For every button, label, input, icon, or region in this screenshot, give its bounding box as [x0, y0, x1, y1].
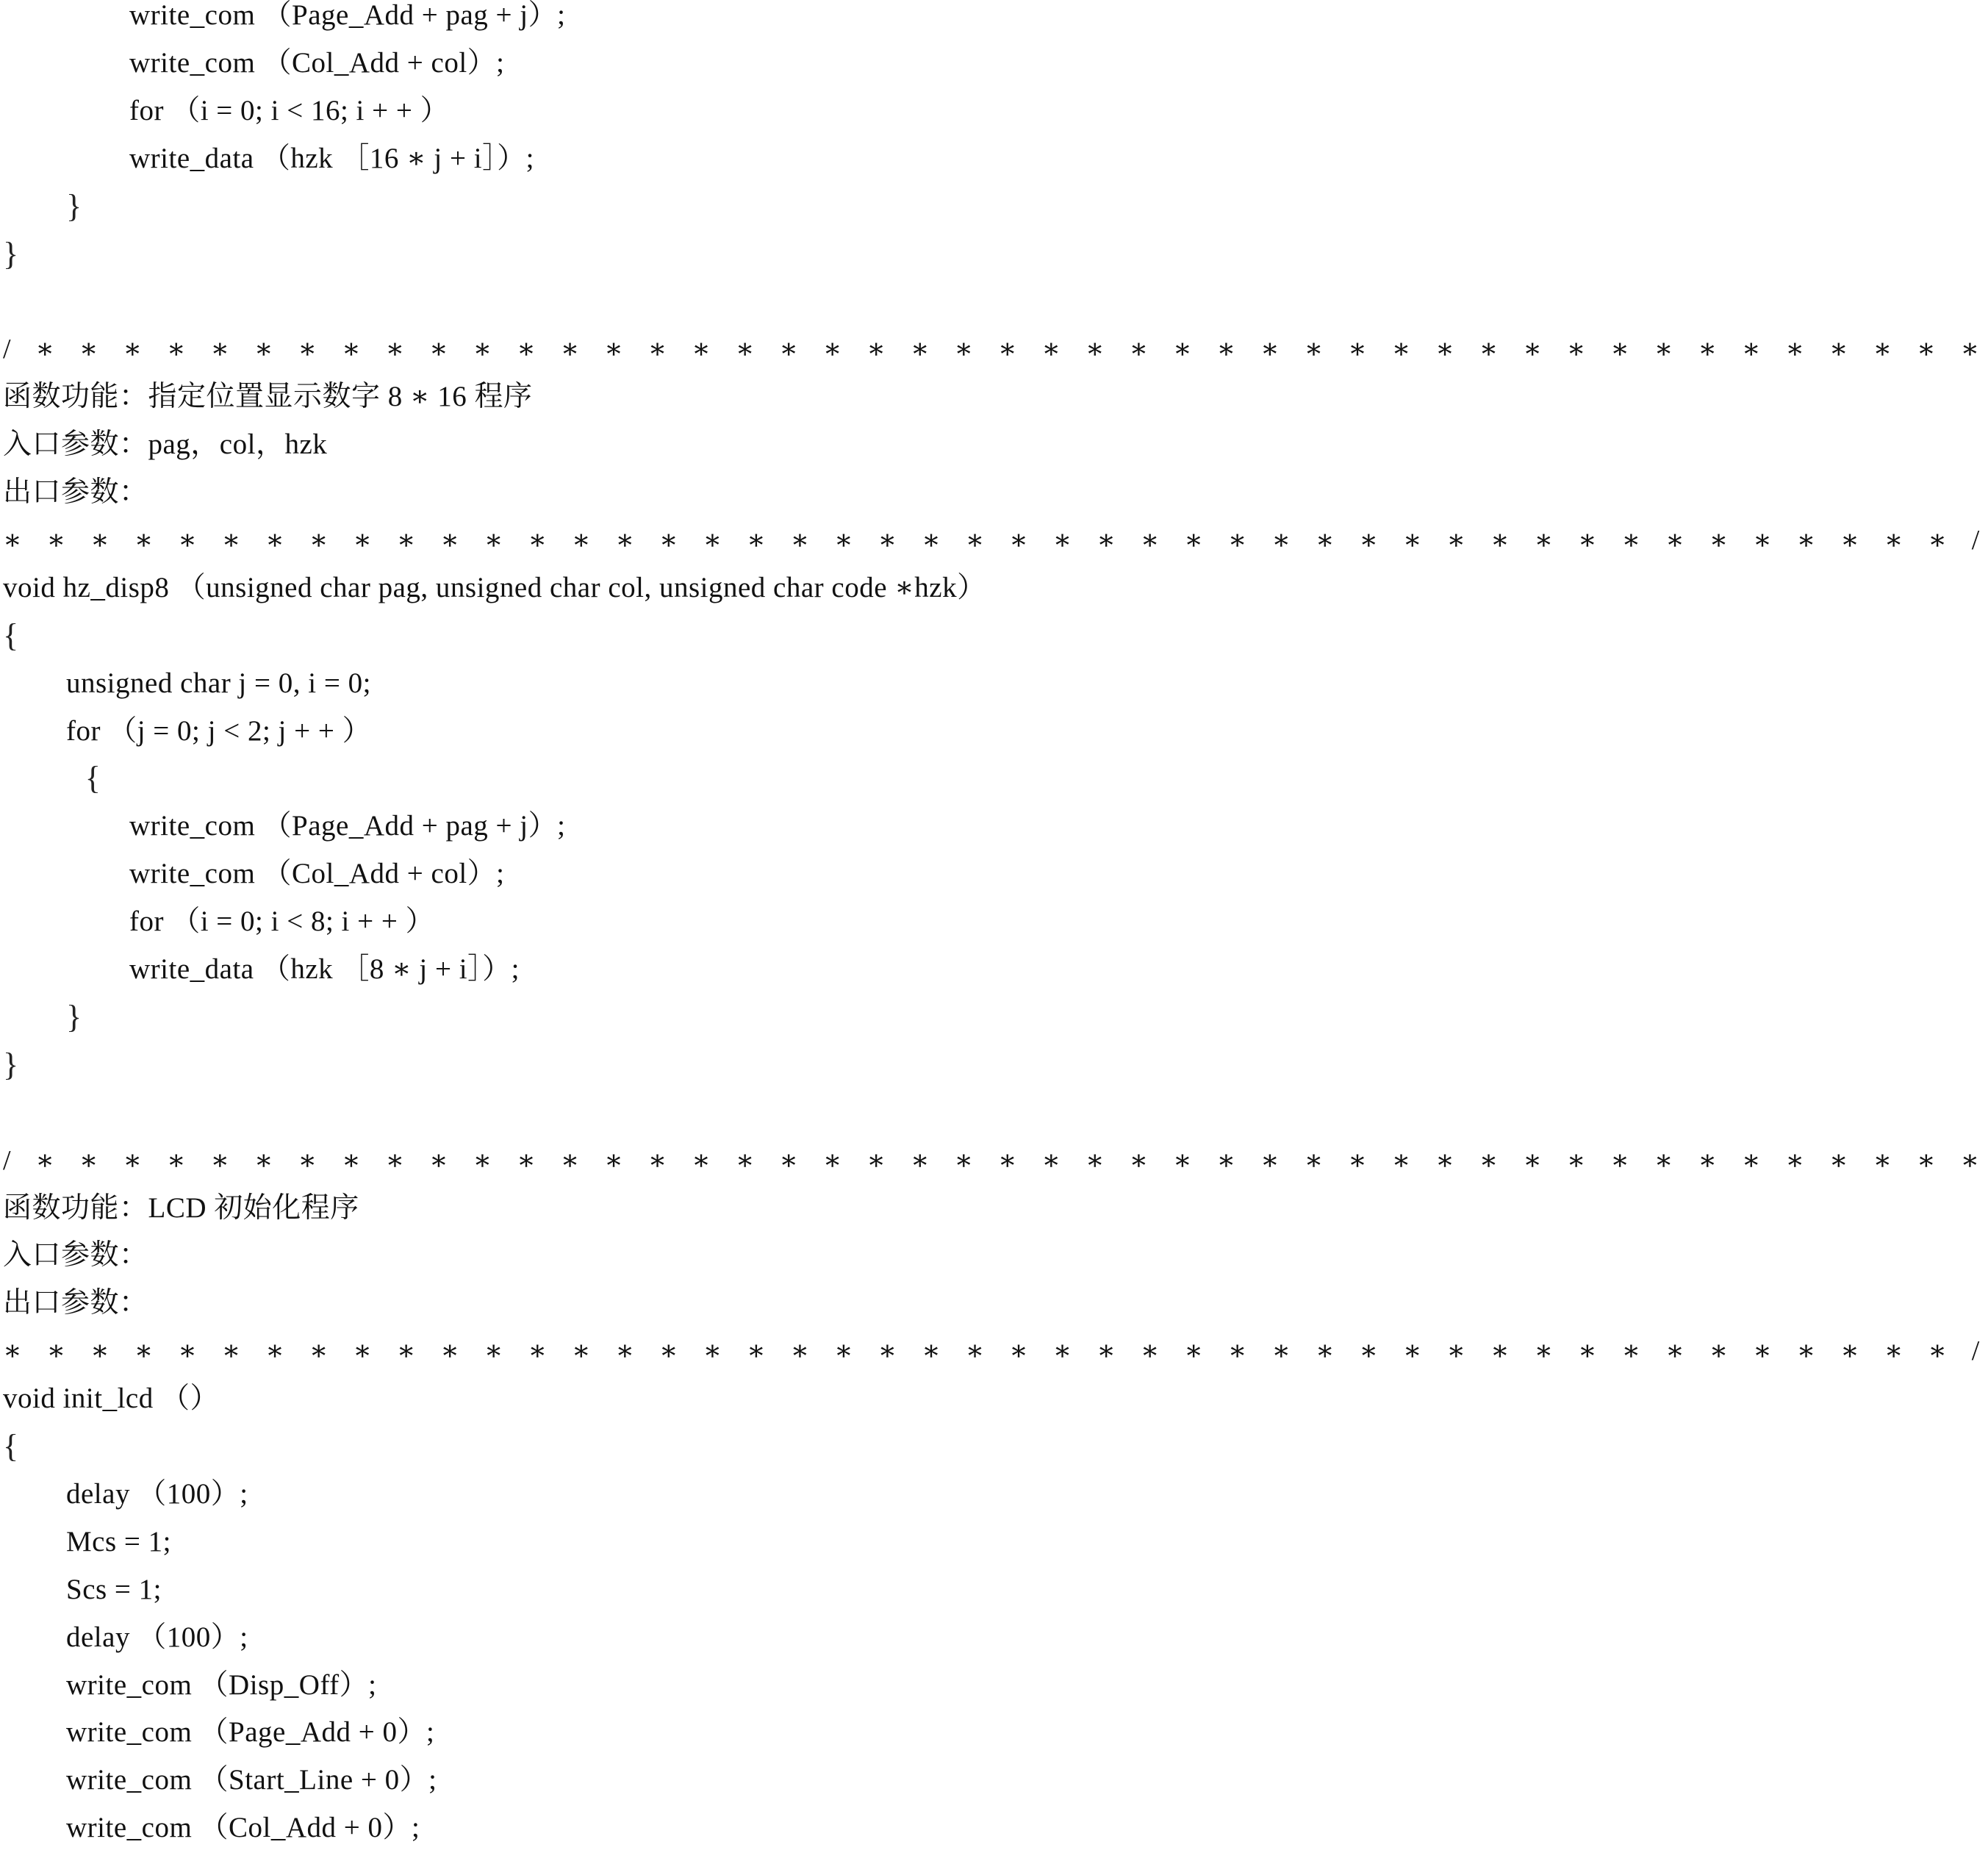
code-line: write_com （Start_Line + 0）;	[66, 1764, 437, 1796]
comment-text-line: 函数功能：指定位置显示数字 8 ∗ 16 程序	[3, 381, 533, 413]
brace-line: }	[66, 998, 82, 1035]
code-line: write_data （hzk ［8 ∗ j + i］）;	[129, 953, 520, 985]
code-line: delay （100）;	[66, 1477, 248, 1510]
comment-text-line: 入口参数：pag，col，hzk	[3, 429, 328, 461]
comment-text-line: 出口参数：	[3, 476, 148, 508]
code-line: for （i = 0; i < 8; i + + ）	[129, 906, 435, 938]
code-line: write_com （Page_Add + 0）;	[66, 1716, 435, 1749]
code-line: write_com （Col_Add + col）;	[129, 46, 505, 79]
code-line: Scs = 1;	[66, 1573, 162, 1605]
brace-line: {	[3, 1428, 19, 1464]
comment-text-line: 函数功能：LCD 初始化程序	[3, 1191, 359, 1224]
brace-line: }	[3, 1046, 19, 1083]
comment-border-line: ∗ ∗ ∗ ∗ ∗ ∗ ∗ ∗ ∗ ∗ ∗ ∗ ∗ ∗ ∗ ∗ ∗ ∗ ∗ ∗ ∗ ∗ ∗ ∗ ∗ ∗ ∗ ∗ ∗ ∗ ∗ ∗ ∗ ∗ ∗ ∗ ∗ ∗ ∗ ∗ ∗ ∗ ∗ ∗ ∗ /	[3, 1335, 1988, 1367]
code-line: for （j = 0; j < 2; j + + ）	[66, 714, 372, 747]
code-line: void hz_disp8 （unsigned char pag, unsigned char col, unsigned char code ∗hzk）	[3, 571, 986, 603]
comment-text-line: 入口参数：	[3, 1239, 148, 1272]
comment-border-line: / ∗ ∗ ∗ ∗ ∗ ∗ ∗ ∗ ∗ ∗ ∗ ∗ ∗ ∗ ∗ ∗ ∗ ∗ ∗ ∗ ∗ ∗ ∗ ∗ ∗ ∗ ∗ ∗ ∗ ∗ ∗ ∗ ∗ ∗ ∗ ∗ ∗ ∗ ∗ ∗ ∗ ∗ ∗ ∗ ∗	[3, 1144, 1988, 1176]
code-line: write_com （Page_Add + pag + j）;	[129, 810, 566, 842]
code-line: for （i = 0; i < 16; i + + ）	[129, 94, 450, 126]
code-line: unsigned char j = 0, i = 0;	[66, 667, 371, 699]
brace-line: {	[3, 617, 19, 653]
comment-border-line: ∗ ∗ ∗ ∗ ∗ ∗ ∗ ∗ ∗ ∗ ∗ ∗ ∗ ∗ ∗ ∗ ∗ ∗ ∗ ∗ ∗ ∗ ∗ ∗ ∗ ∗ ∗ ∗ ∗ ∗ ∗ ∗ ∗ ∗ ∗ ∗ ∗ ∗ ∗ ∗ ∗ ∗ ∗ ∗ ∗ /	[3, 524, 1988, 556]
code-line: write_com （Col_Add + col）;	[129, 858, 505, 890]
code-line: void init_lcd （）	[3, 1383, 219, 1415]
brace-line: {	[85, 760, 101, 797]
comment-border-line: / ∗ ∗ ∗ ∗ ∗ ∗ ∗ ∗ ∗ ∗ ∗ ∗ ∗ ∗ ∗ ∗ ∗ ∗ ∗ ∗ ∗ ∗ ∗ ∗ ∗ ∗ ∗ ∗ ∗ ∗ ∗ ∗ ∗ ∗ ∗ ∗ ∗ ∗ ∗ ∗ ∗ ∗ ∗ ∗ ∗	[3, 334, 1988, 365]
brace-line: }	[66, 187, 82, 224]
comment-text-line: 出口参数：	[3, 1287, 148, 1319]
brace-line: }	[3, 235, 19, 272]
code-line: delay （100）;	[66, 1621, 248, 1653]
code-line: Mcs = 1;	[66, 1525, 171, 1557]
code-line: write_com （Col_Add + 0）;	[66, 1812, 420, 1844]
code-line: write_com （Disp_Off）;	[66, 1668, 377, 1701]
code-line: write_data （hzk ［16 ∗ j + i］）;	[129, 142, 534, 174]
code-line: write_com （Page_Add + pag + j）;	[129, 0, 566, 31]
